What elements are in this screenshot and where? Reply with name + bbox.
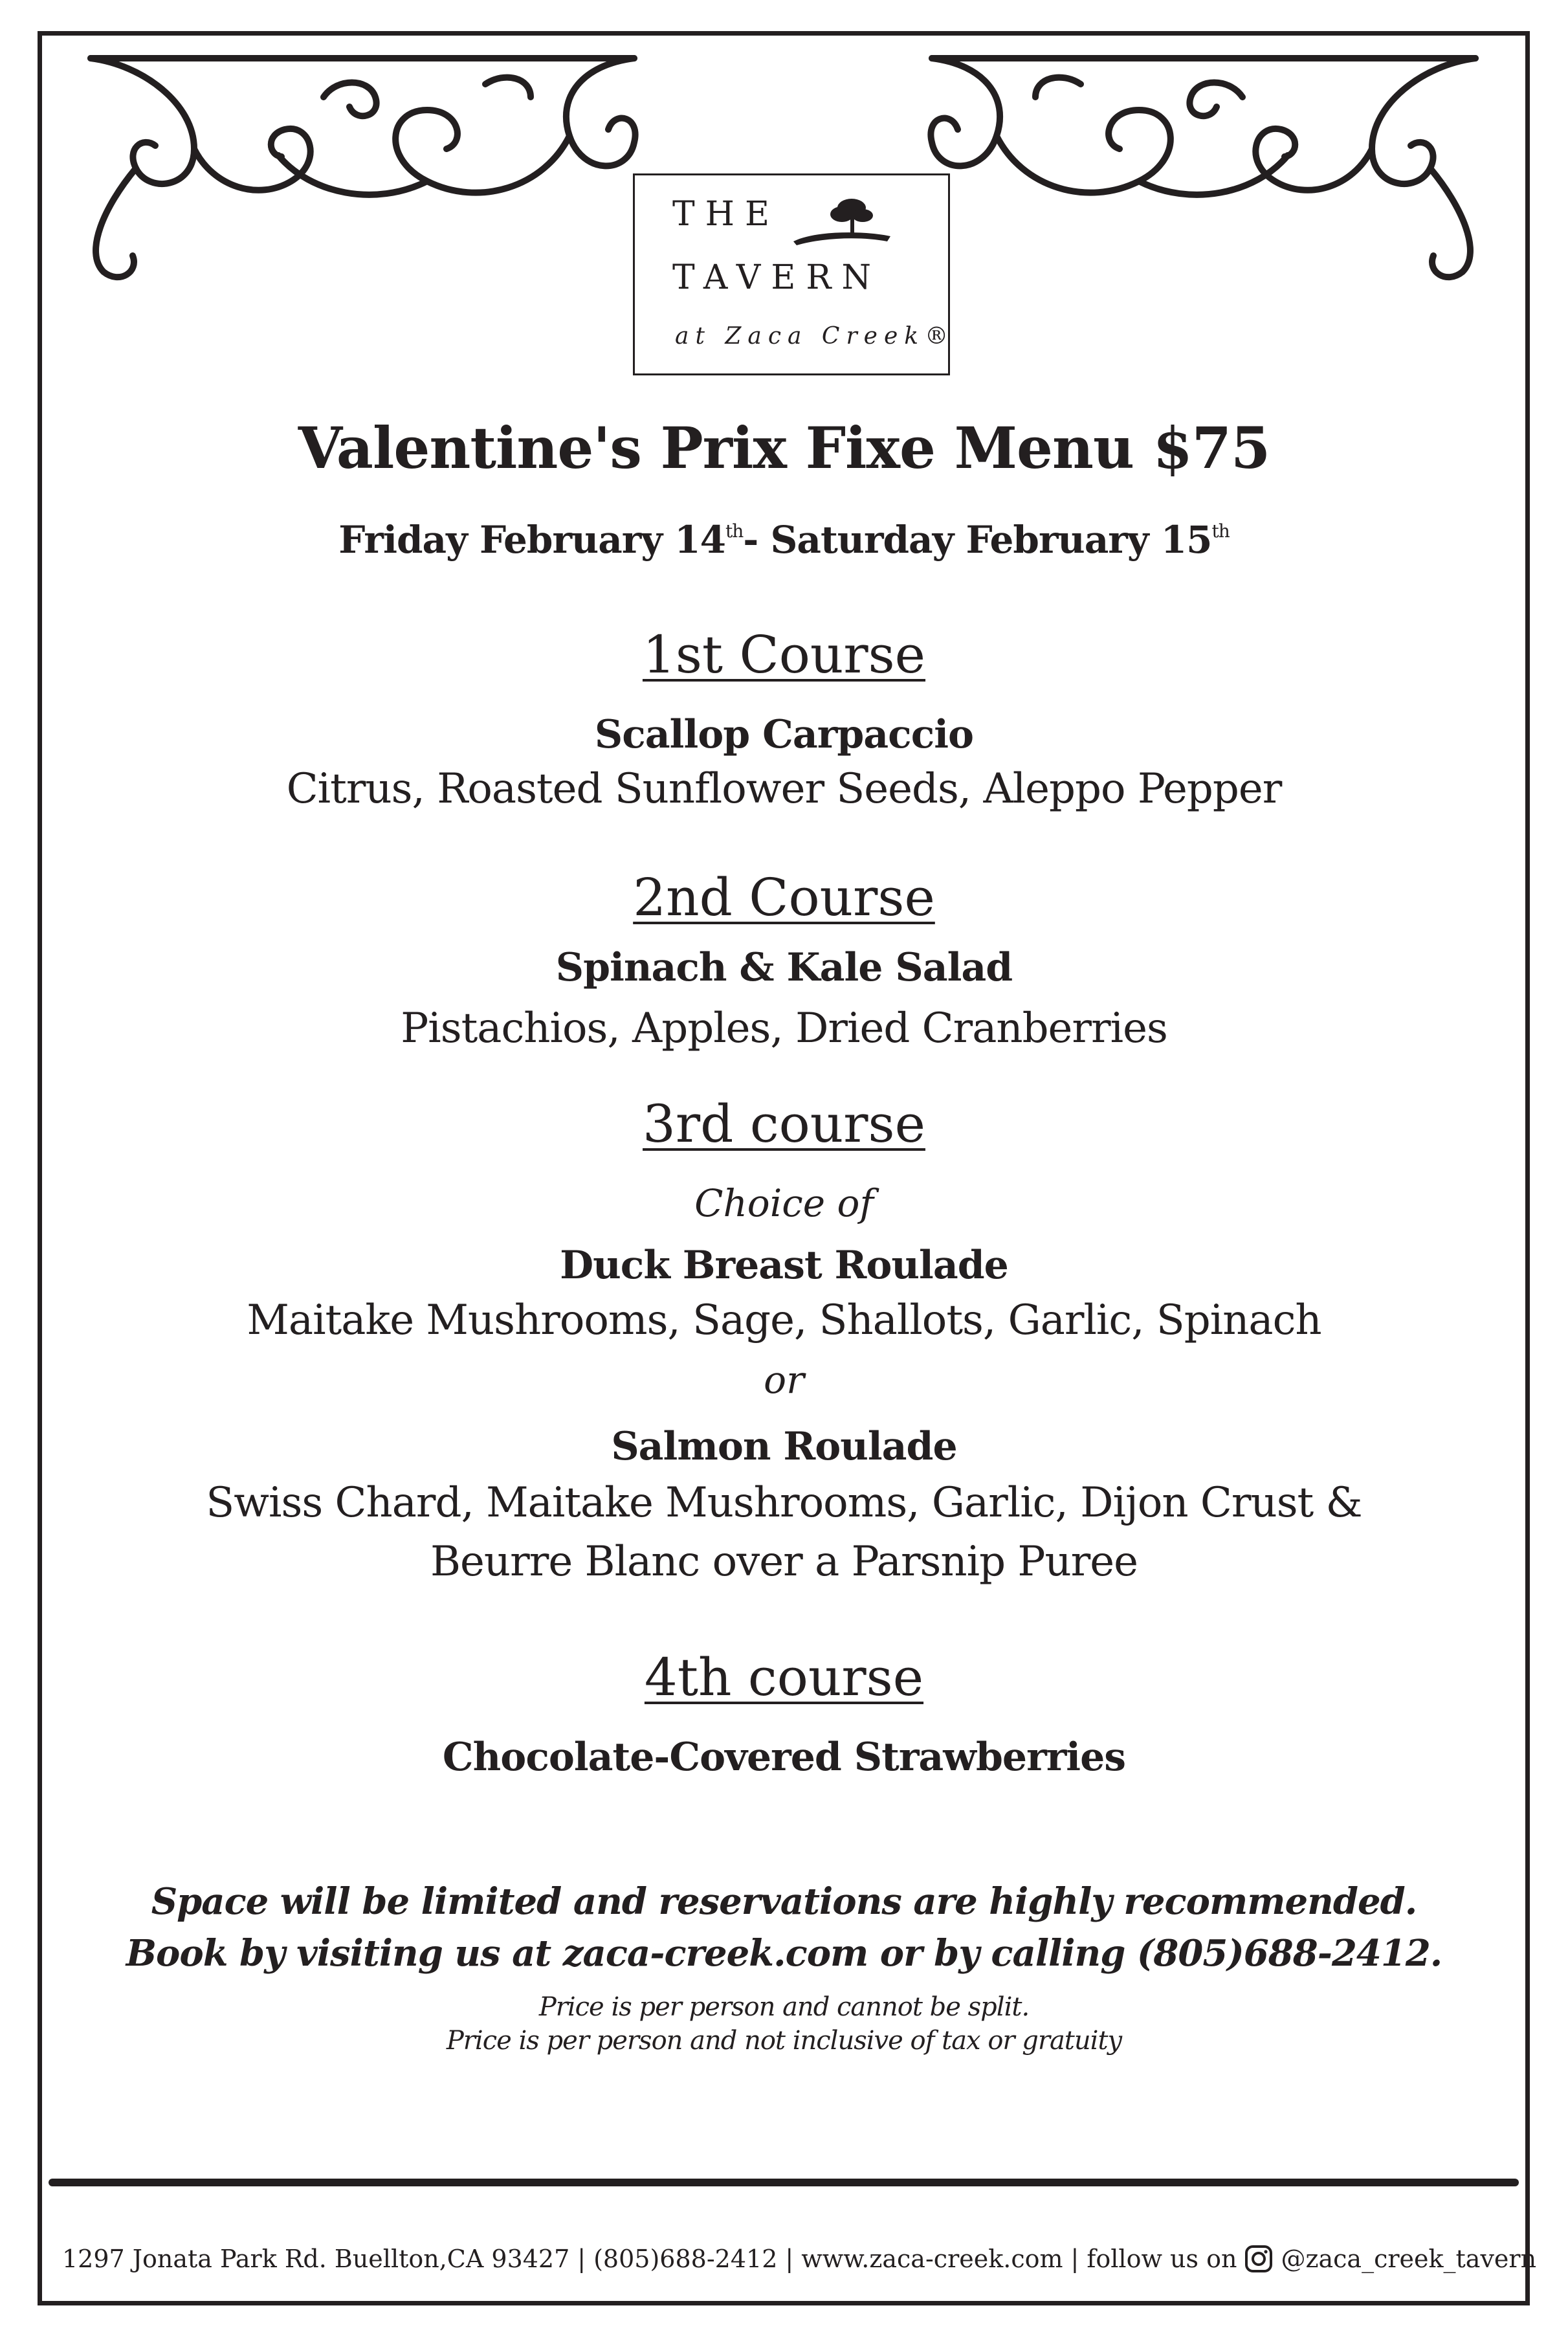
reservation-note-1: Space will be limited and reservations are highly recommended. xyxy=(151,1880,1417,1923)
course-3-option2-description-1: Swiss Chard, Maitake Mushrooms, Garlic, Dijon Crust & xyxy=(206,1479,1362,1527)
course-3-option1-dish: Duck Breast Roulade xyxy=(560,1243,1008,1288)
course-3-option1-description: Maitake Mushrooms, Sage, Shallots, Garlic, Spinach xyxy=(247,1296,1321,1344)
scrollwork-left-ornament xyxy=(65,39,647,285)
menu-dates xyxy=(0,518,1568,562)
footer-instagram-handle[interactable]: @zaca_creek_tavern xyxy=(1281,2245,1537,2273)
price-note-1: Price is per person and cannot be split. xyxy=(538,1992,1030,2022)
course-2-heading: 2nd Course xyxy=(633,867,935,927)
course-1-heading: 1st Course xyxy=(642,625,926,685)
footer-follow-text: follow us on xyxy=(1087,2245,1237,2273)
date-separator-end: - Saturday February 15 xyxy=(743,518,1212,562)
course-3-option2-description-2: Beurre Blanc over a Parsnip Puree xyxy=(430,1538,1138,1586)
footer-separator-2: | xyxy=(785,2245,794,2273)
footer-divider-rule xyxy=(49,2179,1519,2186)
logo-subtitle: at Zaca Creek® xyxy=(675,323,955,350)
course-3-or-label: or xyxy=(764,1358,804,1402)
course-4-heading: 4th course xyxy=(644,1647,924,1707)
course-3-choice-label: Choice of xyxy=(694,1181,874,1225)
logo-the: THE xyxy=(672,195,780,234)
footer-phone: (805)688-2412 xyxy=(593,2245,778,2273)
footer xyxy=(62,2245,1536,2273)
footer-separator-1: | xyxy=(577,2245,586,2273)
price-note-2: Price is per person and not inclusive of tax or gratuity xyxy=(446,2026,1122,2056)
instagram-icon[interactable] xyxy=(1244,2245,1273,2273)
tree-logo-icon xyxy=(790,190,894,254)
course-3-heading: 3rd course xyxy=(643,1094,925,1154)
date-start: Friday February 14 xyxy=(338,518,725,562)
course-1-dish: Scallop Carpaccio xyxy=(594,712,974,757)
footer-address: 1297 Jonata Park Rd. Buellton,CA 93427 xyxy=(62,2245,570,2273)
footer-separator-3: | xyxy=(1070,2245,1079,2273)
footer-website[interactable]: www.zaca-creek.com xyxy=(801,2245,1063,2273)
course-2-dish: Spinach & Kale Salad xyxy=(555,945,1013,990)
course-1-description: Citrus, Roasted Sunflower Seeds, Aleppo Pepper xyxy=(286,765,1282,813)
date-start-suffix: th xyxy=(725,520,744,542)
date-end-suffix: th xyxy=(1211,520,1230,542)
logo-tavern: TAVERN xyxy=(672,258,881,297)
scrollwork-right-ornament xyxy=(919,39,1501,285)
course-3-option2-dish: Salmon Roulade xyxy=(611,1424,957,1469)
reservation-note-2: Book by visiting us at zaca-creek.com or by calling (805)688-2412. xyxy=(126,1932,1442,1975)
menu-title: Valentine's Prix Fixe Menu $75 xyxy=(298,414,1270,482)
course-2-description: Pistachios, Apples, Dried Cranberries xyxy=(401,1005,1167,1052)
course-4-dish: Chocolate-Covered Strawberries xyxy=(442,1735,1126,1780)
tavern-logo xyxy=(633,173,955,375)
